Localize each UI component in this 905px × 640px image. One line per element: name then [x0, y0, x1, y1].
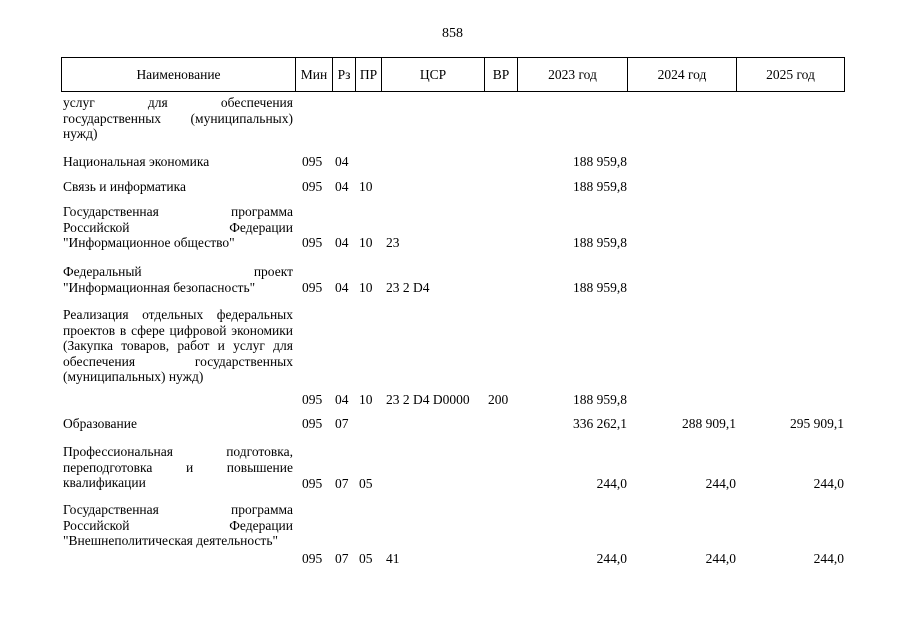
row-name: Профессиональная подготовка, переподготовка и повышение квалификации: [63, 444, 293, 490]
row-rz: 07: [335, 416, 349, 431]
row-2023: 188 959,8: [573, 280, 627, 295]
row-min: 095: [302, 416, 323, 431]
row-csr: 23: [386, 235, 400, 250]
row-vr: 200: [488, 392, 509, 407]
row-min: 095: [302, 551, 323, 566]
row-min: 095: [302, 476, 323, 491]
row-2024: 244,0: [705, 551, 736, 566]
row-pr: 10: [359, 179, 373, 194]
row-2023: 336 262,1: [573, 416, 627, 431]
row-csr: 23 2 D4 D0000: [386, 392, 470, 407]
row-rz: 07: [335, 476, 349, 491]
row-2024: 244,0: [705, 476, 736, 491]
row-csr: 41: [386, 551, 400, 566]
row-pr: 10: [359, 280, 373, 295]
row-pr: 10: [359, 392, 373, 407]
row-min: 095: [302, 392, 323, 407]
row-rz: 04: [335, 235, 349, 250]
row-rz: 04: [335, 154, 349, 169]
header-vr: ВР: [484, 58, 517, 91]
row-rz: 04: [335, 179, 349, 194]
row-2023: 188 959,8: [573, 235, 627, 250]
row-2025: 244,0: [813, 476, 844, 491]
row-name: услуг для обеспечения государственных (муниципальных) нужд): [63, 95, 293, 141]
row-2025: 295 909,1: [790, 416, 844, 431]
row-min: 095: [302, 179, 323, 194]
row-name: Реализация отдельных федеральных проектов в сфере цифровой экономики (Закупка товаров, работ и услуг для обеспечения государственных (муниципальных) нужд): [63, 307, 293, 384]
row-2025: 244,0: [813, 551, 844, 566]
row-name: Образование: [63, 416, 137, 431]
header-name: Наименование: [136, 67, 221, 82]
row-min: 095: [302, 280, 323, 295]
row-name: Федеральный проект "Информационная безопасность": [63, 264, 293, 295]
page-number: 858: [442, 26, 463, 41]
row-pr: 05: [359, 551, 373, 566]
row-rz: 04: [335, 280, 349, 295]
header-2025: 2025 год: [736, 58, 844, 91]
row-name: Государственная программа Российской Федерации "Информационное общество": [63, 204, 293, 250]
table-header: [61, 57, 845, 92]
row-2023: 188 959,8: [573, 392, 627, 407]
header-2024: 2024 год: [627, 58, 736, 91]
row-min: 095: [302, 154, 323, 169]
row-2023: 188 959,8: [573, 154, 627, 169]
row-name: Связь и информатика: [63, 179, 186, 194]
header-pr: ПР: [355, 58, 381, 91]
row-2023: 188 959,8: [573, 179, 627, 194]
header-2023: 2023 год: [517, 58, 627, 91]
header-rz: Рз: [332, 58, 355, 91]
header-min: Мин: [295, 58, 332, 91]
row-name: Государственная программа Российской Федерации "Внешнеполитическая деятельность": [63, 502, 293, 548]
row-pr: 05: [359, 476, 373, 491]
row-csr: 23 2 D4: [386, 280, 430, 295]
row-2024: 288 909,1: [682, 416, 736, 431]
row-min: 095: [302, 235, 323, 250]
row-pr: 10: [359, 235, 373, 250]
row-2023: 244,0: [596, 551, 627, 566]
row-rz: 04: [335, 392, 349, 407]
row-rz: 07: [335, 551, 349, 566]
header-csr: ЦСР: [381, 58, 484, 91]
row-2023: 244,0: [596, 476, 627, 491]
row-name: Национальная экономика: [63, 154, 210, 169]
